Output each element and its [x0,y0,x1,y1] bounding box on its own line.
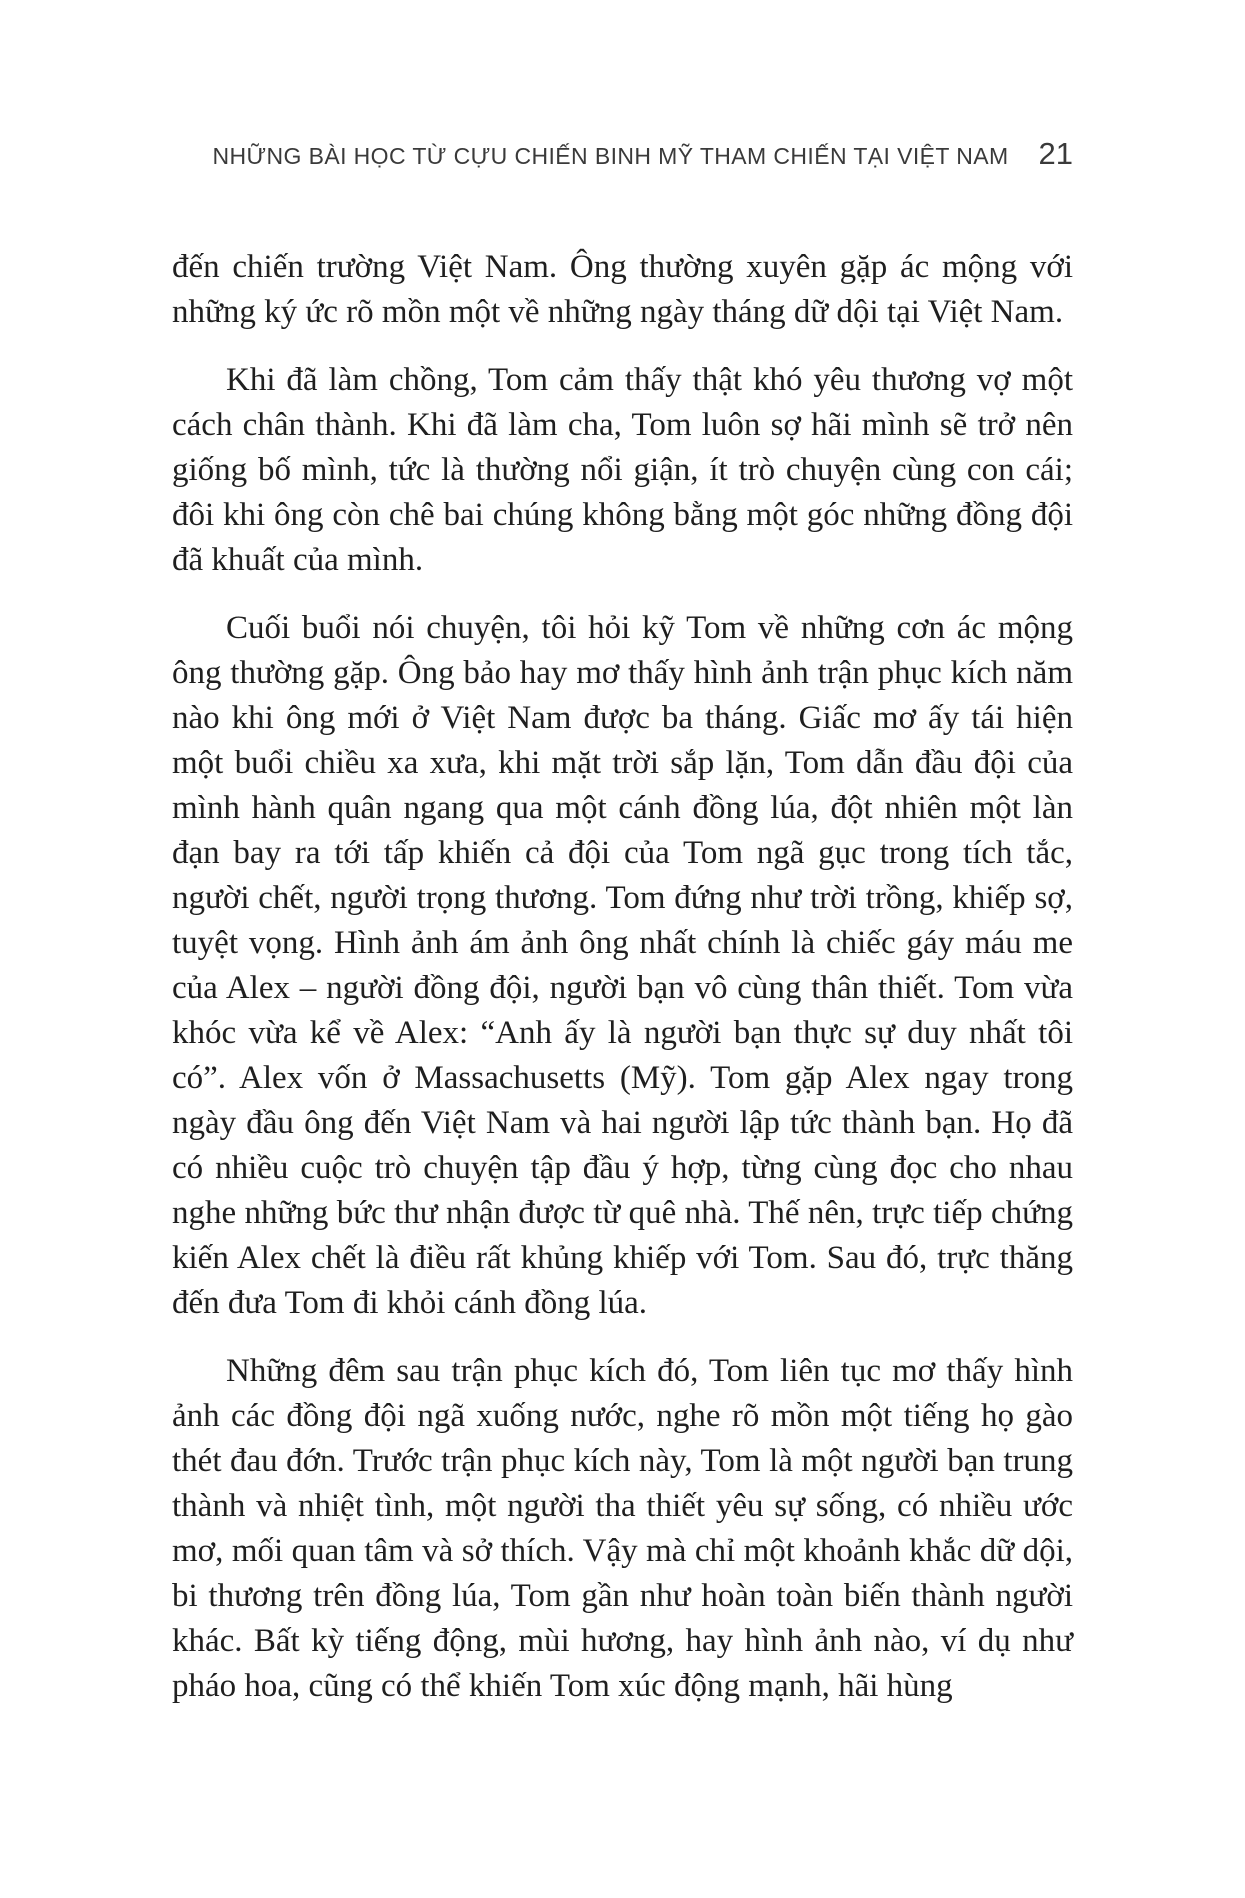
running-header [172,136,1073,172]
paragraph: Cuối buổi nói chuyện, tôi hỏi kỹ Tom về những cơn ác mộng ông thường gặp. Ông bảo hay mơ thấy hình ảnh trận phục kích năm nào khi ông mới ở Việt Nam được ba tháng. Giấc mơ ấy tái hiện một buổi chiều xa xưa, khi mặt trời sắp lặn, Tom dẫn đầu đội của mình hành quân ngang qua một cánh đồng lúa, đột nhiên một làn đạn bay ra tới tấp khiến cả đội của Tom ngã gục trong tích tắc, người chết, người trọng thương. Tom đứng như trời trồng, khiếp sợ, tuyệt vọng. Hình ảnh ám ảnh ông nhất chính là chiếc gáy máu me của Alex – người đồng đội, người bạn vô cùng thân thiết. Tom vừa khóc vừa kể về Alex: “Anh ấy là người bạn thực sự duy nhất tôi có”. Alex vốn ở Massachusetts (Mỹ). Tom gặp Alex ngay trong ngày đầu ông đến Việt Nam và hai người lập tức thành bạn. Họ đã có nhiều cuộc trò chuyện tập đầu ý hợp, từng cùng đọc cho nhau nghe những bức thư nhận được từ quê nhà. Thế nên, trực tiếp chứng kiến Alex chết là điều rất khủng khiếp với Tom. Sau đó, trực thăng đến đưa Tom đi khỏi cánh đồng lúa. [172,610,1073,1321]
paragraph: đến chiến trường Việt Nam. Ông thường xuyên gặp ác mộng với những ký ức rõ mồn một về những ngày tháng dữ dội tại Việt Nam. [172,249,1073,330]
running-header-title: NHỮNG BÀI HỌC TỪ CỰU CHIẾN BINH MỸ THAM CHIẾN TẠI VIỆT NAM [212,143,1009,169]
paragraph: Khi đã làm chồng, Tom cảm thấy thật khó yêu thương vợ một cách chân thành. Khi đã làm cha, Tom luôn sợ hãi mình sẽ trở nên giống bố mình, tức là thường nổi giận, ít trò chuyện cùng con cái; đôi khi ông còn chê bai chúng không bằng một góc những đồng đội đã khuất của mình. [172,362,1073,578]
paragraph: Những đêm sau trận phục kích đó, Tom liên tục mơ thấy hình ảnh các đồng đội ngã xuống nước, nghe rõ mồn một tiếng họ gào thét đau đớn. Trước trận phục kích này, Tom là một người bạn trung thành và nhiệt tình, một người tha thiết yêu sự sống, có nhiều ước mơ, mối quan tâm và sở thích. Vậy mà chỉ một khoảnh khắc dữ dội, bi thương trên đồng lúa, Tom gần như hoàn toàn biến thành người khác. Bất kỳ tiếng động, mùi hương, hay hình ảnh nào, ví dụ như pháo hoa, cũng có thể khiến Tom xúc động mạnh, hãi hùng [172,1353,1073,1704]
page-body [172,245,1073,1709]
page-number: 21 [1038,136,1073,171]
